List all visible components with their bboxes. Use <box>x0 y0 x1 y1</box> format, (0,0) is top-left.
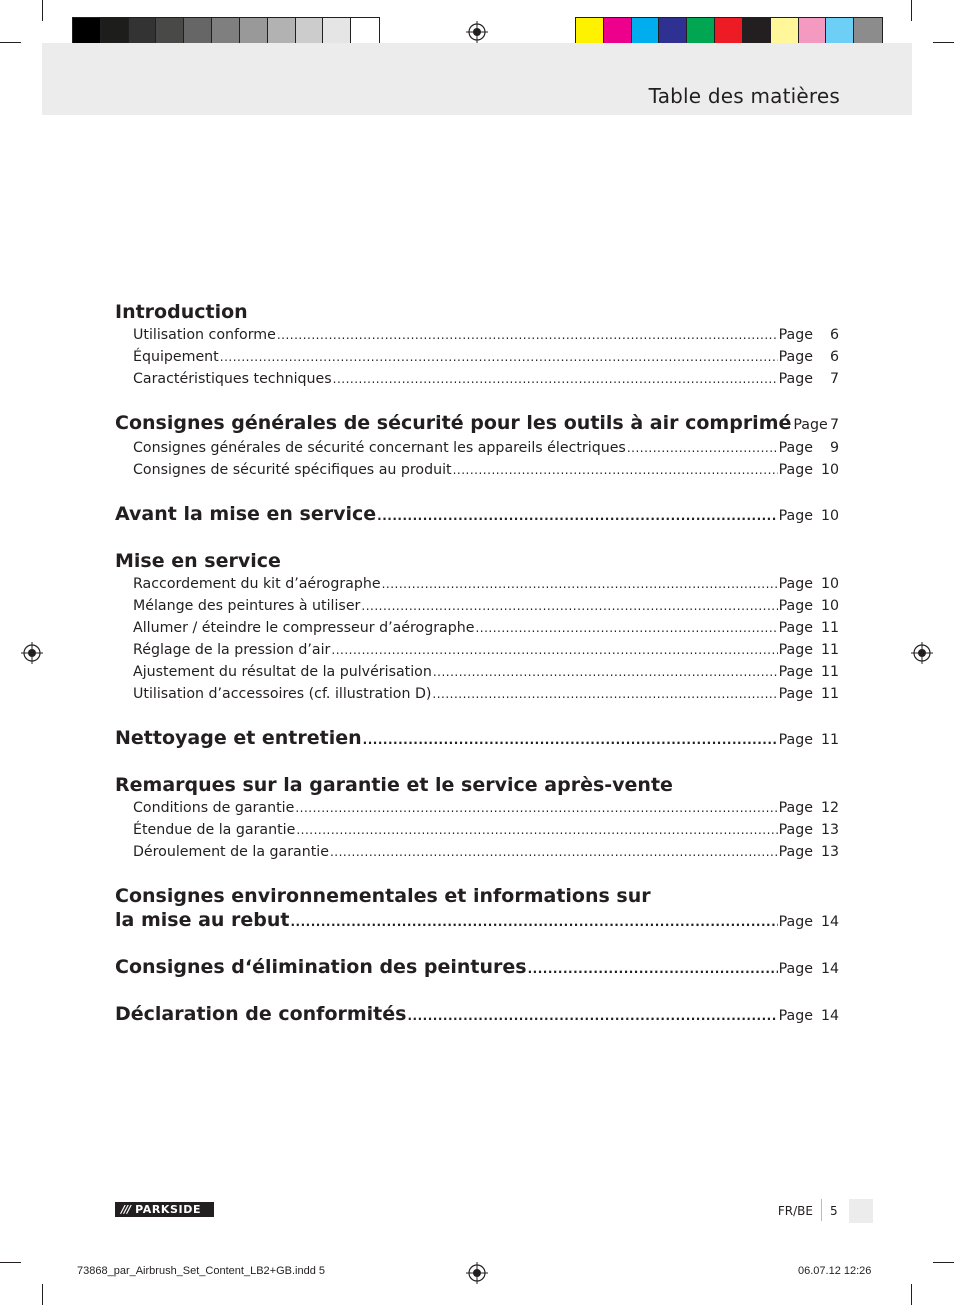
page-number: 9 <box>829 440 839 456</box>
page-word: Page <box>778 1008 813 1024</box>
page-number: 6 <box>829 349 839 365</box>
toc-entry[interactable] <box>115 683 839 705</box>
page-word: Page <box>778 620 813 636</box>
page-number: 11 <box>820 620 839 636</box>
page-word: Page <box>778 844 813 860</box>
process-swatch <box>659 18 687 44</box>
process-swatch <box>826 18 854 44</box>
process-swatch <box>715 18 743 44</box>
toc-section-introduction <box>115 300 839 390</box>
leader-dots <box>382 573 778 595</box>
registration-mark-icon <box>466 1262 488 1284</box>
section-title: Mise en service <box>115 550 281 572</box>
section-title: Consignes générales de sécurité pour les outils à air comprimé <box>115 412 792 434</box>
crop-mark <box>0 1262 21 1263</box>
toc-entry[interactable] <box>115 411 839 437</box>
leader-dots <box>433 661 778 683</box>
grayscale-swatch <box>296 18 324 44</box>
toc-entry[interactable] <box>115 726 839 752</box>
toc-entry[interactable] <box>115 819 839 841</box>
page-number: 7 <box>829 417 839 433</box>
toc-entry[interactable] <box>115 639 839 661</box>
toc-entry[interactable] <box>115 502 839 528</box>
process-color-bar <box>575 17 883 45</box>
entry-label: Déroulement de la garantie <box>133 844 329 860</box>
toc-entry[interactable] <box>115 573 839 595</box>
logo-text: PARKSIDE <box>135 1203 202 1216</box>
table-of-contents <box>115 300 839 1028</box>
slug-date: 06.07.12 12:26 <box>798 1265 872 1277</box>
crop-mark <box>933 42 954 43</box>
toc-entry[interactable] <box>115 955 839 981</box>
registration-mark-icon <box>466 21 488 43</box>
crop-mark <box>911 0 912 21</box>
page-word: Page <box>778 598 813 614</box>
toc-section-declaration <box>115 1002 839 1028</box>
leader-dots <box>295 797 777 819</box>
entry-label: Mélange des peintures à utiliser <box>133 598 361 614</box>
page-number: 7 <box>829 371 839 387</box>
leader-dots <box>291 910 778 934</box>
page-title: Table des matières <box>648 84 840 108</box>
section-title: Introduction <box>115 301 248 323</box>
page-number: 12 <box>820 800 839 816</box>
leader-dots <box>220 346 778 368</box>
page-number: 10 <box>820 508 839 524</box>
entry-label: Caractéristiques techniques <box>133 371 332 387</box>
toc-entry[interactable] <box>115 1002 839 1028</box>
parkside-logo <box>115 1202 214 1217</box>
grayscale-swatch <box>184 18 212 44</box>
entry-label: Étendue de la garantie <box>133 822 296 838</box>
toc-entry[interactable] <box>115 437 839 459</box>
page-word: Page <box>778 686 813 702</box>
language-code: FR/BE <box>777 1204 813 1218</box>
entry-label: Ajustement du résultat de la pulvérisation <box>133 664 432 680</box>
toc-section-elimination <box>115 955 839 981</box>
leader-dots <box>377 504 777 528</box>
leader-dots <box>331 639 777 661</box>
page-word: Page <box>778 371 813 387</box>
grayscale-swatch <box>351 18 379 44</box>
leader-dots <box>363 728 778 752</box>
page-number: 11 <box>820 732 839 748</box>
footer-divider <box>821 1199 822 1221</box>
leader-dots <box>407 1004 777 1028</box>
process-swatch <box>854 18 882 44</box>
toc-section-avant <box>115 502 839 528</box>
toc-entry[interactable] <box>115 595 839 617</box>
page-number-footer: 5 <box>830 1204 838 1218</box>
page-number: 14 <box>820 1008 839 1024</box>
toc-section-consignes-generales <box>115 411 839 481</box>
page-number: 13 <box>820 844 839 860</box>
section-title: la mise au rebut <box>115 909 290 931</box>
toc-entry[interactable] <box>115 617 839 639</box>
grayscale-swatch <box>129 18 157 44</box>
page-word: Page <box>778 732 813 748</box>
toc-entry[interactable] <box>115 908 839 934</box>
page-word: Page <box>778 462 813 478</box>
leader-dots <box>627 437 778 459</box>
leader-dots <box>361 595 777 617</box>
entry-label: Consignes générales de sécurité concernant les appareils électriques <box>133 440 626 456</box>
page-word: Page <box>778 508 813 524</box>
leader-dots <box>528 957 778 981</box>
section-title: Remarques sur la garantie et le service après-vente <box>115 774 673 796</box>
process-swatch <box>799 18 827 44</box>
process-swatch <box>771 18 799 44</box>
entry-label: Équipement <box>133 349 219 365</box>
grayscale-swatch <box>156 18 184 44</box>
process-swatch <box>632 18 660 44</box>
toc-section-mise-en-service <box>115 549 839 705</box>
page-word: Page <box>778 327 813 343</box>
page-number: 11 <box>820 664 839 680</box>
page-word: Page <box>778 664 813 680</box>
registration-mark-icon <box>21 642 43 664</box>
page-number: 10 <box>820 462 839 478</box>
entry-label: Réglage de la pression d’air <box>133 642 331 658</box>
logo-slashes: /// <box>121 1203 131 1216</box>
page-number: 11 <box>820 642 839 658</box>
entry-label: Allumer / éteindre le compresseur d’aérographe <box>133 620 475 636</box>
crop-mark <box>933 1262 954 1263</box>
section-title: Nettoyage et entretien <box>115 727 362 749</box>
toc-entry[interactable] <box>115 841 839 863</box>
page-number: 11 <box>820 686 839 702</box>
toc-section-nettoyage <box>115 726 839 752</box>
leader-dots <box>277 324 778 346</box>
page-word: Page <box>778 800 813 816</box>
page-number: 13 <box>820 822 839 838</box>
grayscale-swatch <box>268 18 296 44</box>
grayscale-swatch <box>240 18 268 44</box>
toc-section-garantie <box>115 773 839 863</box>
page-word: Page <box>778 961 813 977</box>
toc-entry[interactable] <box>115 324 839 346</box>
process-swatch <box>604 18 632 44</box>
entry-label: Utilisation conforme <box>133 327 276 343</box>
grayscale-swatch <box>323 18 351 44</box>
section-title: Déclaration de conformités <box>115 1003 407 1025</box>
leader-dots <box>453 459 778 481</box>
section-title: Avant la mise en service <box>115 503 377 525</box>
page-word: Page <box>778 822 813 838</box>
leader-dots <box>432 683 777 705</box>
slug-file-info: 73868_par_Airbrush_Set_Content_LB2+GB.indd 5 <box>77 1265 325 1277</box>
crop-mark <box>0 42 21 43</box>
page-number: 10 <box>820 598 839 614</box>
page-number: 10 <box>820 576 839 592</box>
footer-tab <box>849 1199 873 1223</box>
entry-label: Utilisation d’accessoires (cf. illustration D) <box>133 686 432 702</box>
toc-entry[interactable] <box>115 346 839 368</box>
process-swatch <box>687 18 715 44</box>
leader-dots <box>296 819 777 841</box>
grayscale-swatch <box>212 18 240 44</box>
page-number: 14 <box>820 961 839 977</box>
process-swatch <box>743 18 771 44</box>
leader-dots <box>330 841 778 863</box>
grayscale-swatch <box>101 18 129 44</box>
toc-entry[interactable] <box>115 797 839 819</box>
page-word: Page <box>793 417 828 433</box>
section-title: Consignes environnementales et informations sur <box>115 885 651 907</box>
crop-mark <box>911 1284 912 1305</box>
grayscale-swatch <box>73 18 101 44</box>
toc-entry[interactable] <box>115 368 839 390</box>
section-title: Consignes d‘élimination des peintures <box>115 956 527 978</box>
toc-entry[interactable] <box>115 459 839 481</box>
crop-mark <box>42 1284 43 1305</box>
page-word: Page <box>778 642 813 658</box>
entry-label: Raccordement du kit d’aérographe <box>133 576 381 592</box>
page-word: Page <box>778 440 813 456</box>
process-swatch <box>576 18 604 44</box>
grayscale-color-bar <box>72 17 380 45</box>
page-word: Page <box>778 349 813 365</box>
page-word: Page <box>778 576 813 592</box>
entry-label: Consignes de sécurité spécifiques au produit <box>133 462 452 478</box>
entry-label: Conditions de garantie <box>133 800 295 816</box>
leader-dots <box>475 617 777 639</box>
crop-mark <box>42 0 43 21</box>
registration-mark-icon <box>911 642 933 664</box>
toc-entry[interactable] <box>115 661 839 683</box>
page-word: Page <box>778 914 813 930</box>
toc-section-environnement <box>115 884 839 934</box>
page-number: 14 <box>820 914 839 930</box>
page-number: 6 <box>829 327 839 343</box>
leader-dots <box>333 368 778 390</box>
